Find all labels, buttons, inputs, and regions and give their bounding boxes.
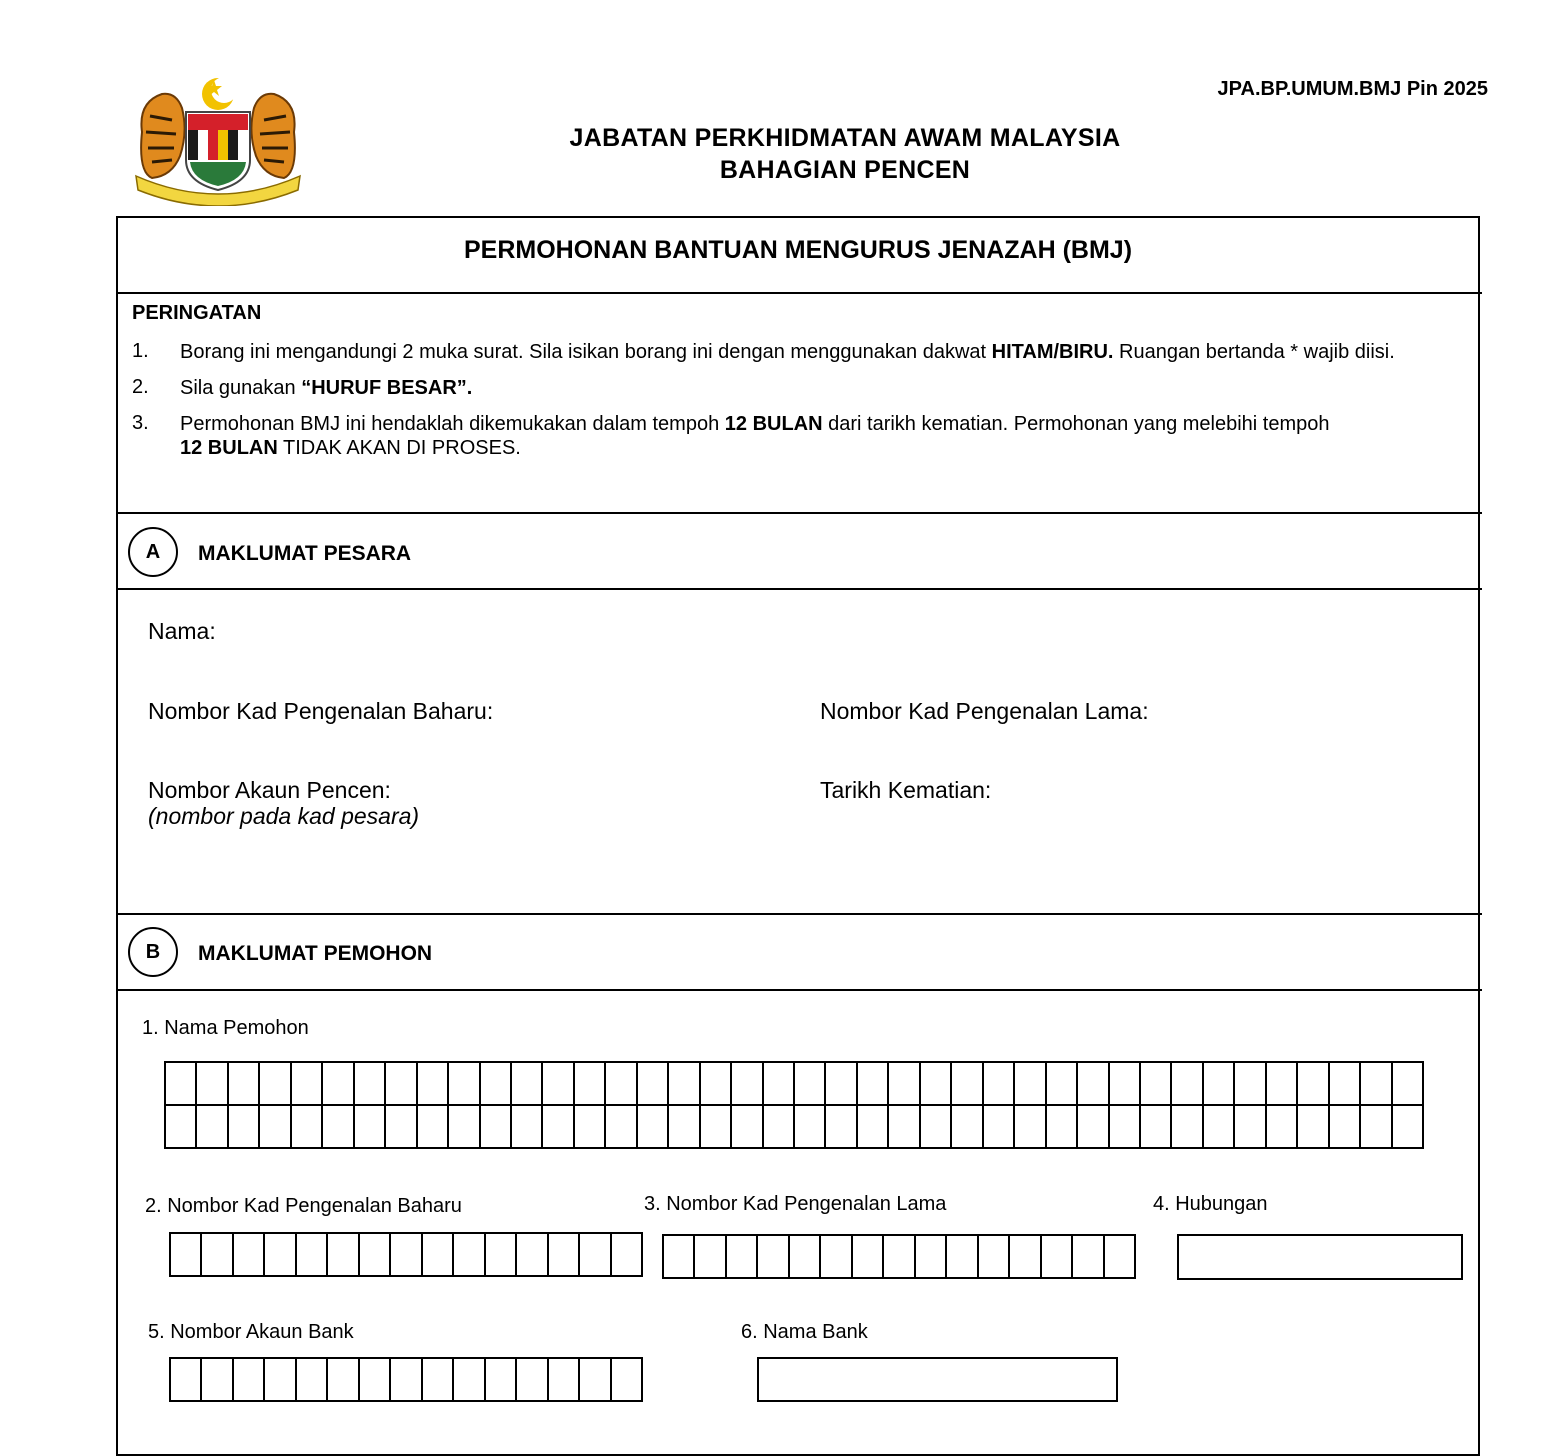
char-box[interactable] bbox=[612, 1234, 643, 1277]
divider bbox=[116, 913, 1482, 915]
section-b-badge: B bbox=[128, 927, 178, 977]
char-box[interactable] bbox=[512, 1063, 543, 1106]
warning-text: dari tarikh kematian. Permohonan yang melebihi tempoh bbox=[822, 413, 1330, 435]
char-box[interactable] bbox=[418, 1063, 449, 1106]
char-box[interactable] bbox=[984, 1106, 1015, 1149]
organization-name: JABATAN PERKHIDMATAN AWAM MALAYSIA bbox=[569, 124, 1121, 152]
char-box[interactable] bbox=[355, 1063, 386, 1106]
char-box[interactable] bbox=[732, 1063, 763, 1106]
warning-emphasis: HITAM/BIRU. bbox=[991, 341, 1114, 363]
char-box[interactable] bbox=[297, 1234, 328, 1277]
char-box[interactable] bbox=[418, 1106, 449, 1149]
char-box[interactable] bbox=[1078, 1063, 1109, 1106]
divider bbox=[116, 989, 1482, 991]
char-box[interactable] bbox=[454, 1234, 485, 1277]
pesara-akaun-pencen-note: (nombor pada kad pesara) bbox=[148, 803, 420, 829]
char-box[interactable] bbox=[1141, 1063, 1172, 1106]
char-box[interactable] bbox=[171, 1234, 202, 1277]
char-box[interactable] bbox=[764, 1106, 795, 1149]
char-box[interactable] bbox=[758, 1236, 789, 1279]
char-box[interactable] bbox=[638, 1063, 669, 1106]
char-box[interactable] bbox=[1235, 1106, 1266, 1149]
char-box[interactable] bbox=[638, 1106, 669, 1149]
char-box[interactable] bbox=[549, 1359, 580, 1402]
char-box[interactable] bbox=[260, 1106, 291, 1149]
char-box[interactable] bbox=[916, 1236, 947, 1279]
char-box[interactable] bbox=[826, 1063, 857, 1106]
char-box[interactable] bbox=[1015, 1063, 1046, 1106]
pesara-ic-lama-label: Nombor Kad Pengenalan Lama: bbox=[820, 698, 1149, 724]
char-box[interactable] bbox=[1267, 1106, 1298, 1149]
char-box[interactable] bbox=[229, 1063, 260, 1106]
pemohon-ic-baru-boxes[interactable] bbox=[169, 1232, 643, 1277]
char-box[interactable] bbox=[543, 1063, 574, 1106]
char-box[interactable] bbox=[1047, 1063, 1078, 1106]
char-box[interactable] bbox=[1204, 1063, 1235, 1106]
char-box[interactable] bbox=[297, 1359, 328, 1402]
char-box[interactable] bbox=[202, 1359, 233, 1402]
pemohon-nama-bank-label: 6. Nama Bank bbox=[741, 1321, 868, 1343]
char-box[interactable] bbox=[328, 1234, 359, 1277]
char-box[interactable] bbox=[1330, 1063, 1361, 1106]
char-box[interactable] bbox=[449, 1063, 480, 1106]
char-box[interactable] bbox=[292, 1063, 323, 1106]
char-box[interactable] bbox=[826, 1106, 857, 1149]
char-box[interactable] bbox=[701, 1106, 732, 1149]
char-box[interactable] bbox=[166, 1063, 197, 1106]
char-box[interactable] bbox=[1141, 1106, 1172, 1149]
char-box[interactable] bbox=[1078, 1106, 1109, 1149]
char-box[interactable] bbox=[1047, 1106, 1078, 1149]
warning-text: Borang ini mengandungi 2 muka surat. Sila isikan borang ini dengan menggunakan dakwat bbox=[180, 341, 992, 363]
char-box[interactable] bbox=[197, 1106, 228, 1149]
pesara-tarikh-kematian-label: Tarikh Kematian: bbox=[820, 777, 992, 803]
pesara-ic-baru-label: Nombor Kad Pengenalan Baharu: bbox=[148, 698, 494, 724]
char-box[interactable] bbox=[947, 1236, 978, 1279]
char-box[interactable] bbox=[1105, 1236, 1136, 1279]
char-box[interactable] bbox=[171, 1359, 202, 1402]
char-box[interactable] bbox=[821, 1236, 852, 1279]
divider bbox=[116, 588, 1482, 590]
warning-text: Permohonan BMJ ini hendaklah dikemukakan dalam tempoh bbox=[180, 413, 725, 435]
char-box[interactable] bbox=[701, 1063, 732, 1106]
char-box[interactable] bbox=[727, 1236, 758, 1279]
warning-number: 3. bbox=[132, 412, 149, 434]
char-box[interactable] bbox=[260, 1063, 291, 1106]
pemohon-ic-baru-label: 2. Nombor Kad Pengenalan Baharu bbox=[145, 1195, 462, 1217]
char-box[interactable] bbox=[1298, 1063, 1329, 1106]
warning-emphasis: “HURUF BESAR”. bbox=[301, 377, 473, 399]
form-reference-code: JPA.BP.UMUM.BMJ Pin 2025 bbox=[1217, 78, 1488, 100]
char-box[interactable] bbox=[979, 1236, 1010, 1279]
pemohon-nama-label: 1. Nama Pemohon bbox=[142, 1017, 309, 1039]
char-box[interactable] bbox=[517, 1359, 548, 1402]
warning-number: 2. bbox=[132, 376, 149, 398]
warning-number: 1. bbox=[132, 340, 149, 362]
char-box[interactable] bbox=[454, 1359, 485, 1402]
char-box[interactable] bbox=[328, 1359, 359, 1402]
char-box[interactable] bbox=[1110, 1106, 1141, 1149]
division-name: BAHAGIAN PENCEN bbox=[719, 156, 971, 184]
char-box[interactable] bbox=[575, 1063, 606, 1106]
pemohon-akaun-bank-label: 5. Nombor Akaun Bank bbox=[148, 1321, 354, 1343]
char-box[interactable] bbox=[669, 1106, 700, 1149]
pemohon-ic-lama-boxes[interactable] bbox=[662, 1234, 1136, 1279]
char-box[interactable] bbox=[612, 1359, 643, 1402]
pemohon-ic-lama-label: 3. Nombor Kad Pengenalan Lama bbox=[644, 1193, 947, 1215]
char-box[interactable] bbox=[921, 1063, 952, 1106]
warning-text: TIDAK AKAN DI PROSES. bbox=[277, 437, 521, 459]
char-box[interactable] bbox=[606, 1106, 637, 1149]
char-box[interactable] bbox=[360, 1359, 391, 1402]
char-box[interactable] bbox=[202, 1234, 233, 1277]
char-box[interactable] bbox=[664, 1236, 695, 1279]
char-box[interactable] bbox=[391, 1359, 422, 1402]
malaysia-coat-of-arms-icon bbox=[132, 72, 304, 206]
char-box[interactable] bbox=[984, 1063, 1015, 1106]
char-box[interactable] bbox=[858, 1106, 889, 1149]
char-box[interactable] bbox=[575, 1106, 606, 1149]
char-box[interactable] bbox=[695, 1236, 726, 1279]
char-box[interactable] bbox=[606, 1063, 637, 1106]
divider bbox=[116, 292, 1482, 294]
char-box[interactable] bbox=[764, 1063, 795, 1106]
warning-emphasis: 12 BULAN bbox=[724, 413, 823, 435]
char-box[interactable] bbox=[1010, 1236, 1041, 1279]
warning-item-3 bbox=[180, 412, 1480, 460]
char-box[interactable] bbox=[292, 1106, 323, 1149]
char-box[interactable] bbox=[265, 1359, 296, 1402]
char-box[interactable] bbox=[853, 1236, 884, 1279]
char-box[interactable] bbox=[858, 1063, 889, 1106]
char-box[interactable] bbox=[732, 1106, 763, 1149]
char-box[interactable] bbox=[355, 1106, 386, 1149]
char-box[interactable] bbox=[884, 1236, 915, 1279]
pemohon-hubungan-label: 4. Hubungan bbox=[1153, 1193, 1268, 1215]
section-b-title: MAKLUMAT PEMOHON bbox=[198, 942, 433, 965]
char-box[interactable] bbox=[549, 1234, 580, 1277]
char-box[interactable] bbox=[1393, 1106, 1424, 1149]
char-box[interactable] bbox=[265, 1234, 296, 1277]
char-box[interactable] bbox=[1267, 1063, 1298, 1106]
char-box[interactable] bbox=[512, 1106, 543, 1149]
char-box[interactable] bbox=[1042, 1236, 1073, 1279]
char-box[interactable] bbox=[795, 1106, 826, 1149]
char-box[interactable] bbox=[1110, 1063, 1141, 1106]
char-box[interactable] bbox=[517, 1234, 548, 1277]
char-box[interactable] bbox=[234, 1234, 265, 1277]
char-box[interactable] bbox=[1298, 1106, 1329, 1149]
char-box[interactable] bbox=[1330, 1106, 1361, 1149]
warning-text: Sila gunakan bbox=[180, 377, 302, 399]
char-box[interactable] bbox=[481, 1106, 512, 1149]
char-box[interactable] bbox=[323, 1106, 354, 1149]
pemohon-hubungan-field[interactable] bbox=[1177, 1234, 1463, 1280]
char-box[interactable] bbox=[234, 1359, 265, 1402]
char-box[interactable] bbox=[1235, 1063, 1266, 1106]
char-box[interactable] bbox=[197, 1063, 228, 1106]
char-box[interactable] bbox=[580, 1359, 611, 1402]
char-box[interactable] bbox=[543, 1106, 574, 1149]
char-box[interactable] bbox=[1073, 1236, 1104, 1279]
char-box[interactable] bbox=[481, 1063, 512, 1106]
char-box[interactable] bbox=[323, 1063, 354, 1106]
char-box[interactable] bbox=[386, 1106, 417, 1149]
char-box[interactable] bbox=[486, 1359, 517, 1402]
warning-item-2 bbox=[180, 376, 1480, 400]
char-box[interactable] bbox=[449, 1106, 480, 1149]
char-box[interactable] bbox=[580, 1234, 611, 1277]
warning-heading: PERINGATAN bbox=[132, 302, 262, 324]
char-box[interactable] bbox=[391, 1234, 422, 1277]
char-box[interactable] bbox=[1361, 1063, 1392, 1106]
form-title: PERMOHONAN BANTUAN MENGURUS JENAZAH (BMJ) bbox=[463, 236, 1133, 264]
char-box[interactable] bbox=[386, 1063, 417, 1106]
char-box[interactable] bbox=[889, 1106, 920, 1149]
char-box[interactable] bbox=[229, 1106, 260, 1149]
char-box[interactable] bbox=[921, 1106, 952, 1149]
pemohon-nama-boxes[interactable] bbox=[164, 1061, 1424, 1149]
pemohon-akaun-bank-boxes[interactable] bbox=[169, 1357, 643, 1402]
char-box[interactable] bbox=[423, 1234, 454, 1277]
char-box[interactable] bbox=[790, 1236, 821, 1279]
char-box[interactable] bbox=[1204, 1106, 1235, 1149]
char-box[interactable] bbox=[952, 1063, 983, 1106]
pesara-nama-label: Nama: bbox=[148, 618, 216, 644]
warning-item-1 bbox=[180, 340, 1480, 364]
section-a-title: MAKLUMAT PESARA bbox=[198, 542, 412, 565]
char-box[interactable] bbox=[486, 1234, 517, 1277]
char-box[interactable] bbox=[795, 1063, 826, 1106]
char-box[interactable] bbox=[423, 1359, 454, 1402]
coat-of-arms-logo bbox=[132, 72, 304, 206]
section-a-badge: A bbox=[128, 527, 178, 577]
divider bbox=[116, 512, 1482, 514]
char-box[interactable] bbox=[1172, 1063, 1203, 1106]
char-box[interactable] bbox=[1015, 1106, 1046, 1149]
char-box[interactable] bbox=[1393, 1063, 1424, 1106]
pesara-akaun-pencen-label: Nombor Akaun Pencen: bbox=[148, 777, 391, 803]
char-box[interactable] bbox=[1361, 1106, 1392, 1149]
char-box[interactable] bbox=[166, 1106, 197, 1149]
warning-text: Ruangan bertanda * wajib diisi. bbox=[1113, 341, 1395, 363]
char-box[interactable] bbox=[1172, 1106, 1203, 1149]
warning-emphasis: 12 BULAN bbox=[180, 437, 278, 459]
char-box[interactable] bbox=[669, 1063, 700, 1106]
char-box[interactable] bbox=[952, 1106, 983, 1149]
pemohon-nama-bank-field[interactable] bbox=[757, 1357, 1118, 1402]
char-box[interactable] bbox=[889, 1063, 920, 1106]
char-box[interactable] bbox=[360, 1234, 391, 1277]
